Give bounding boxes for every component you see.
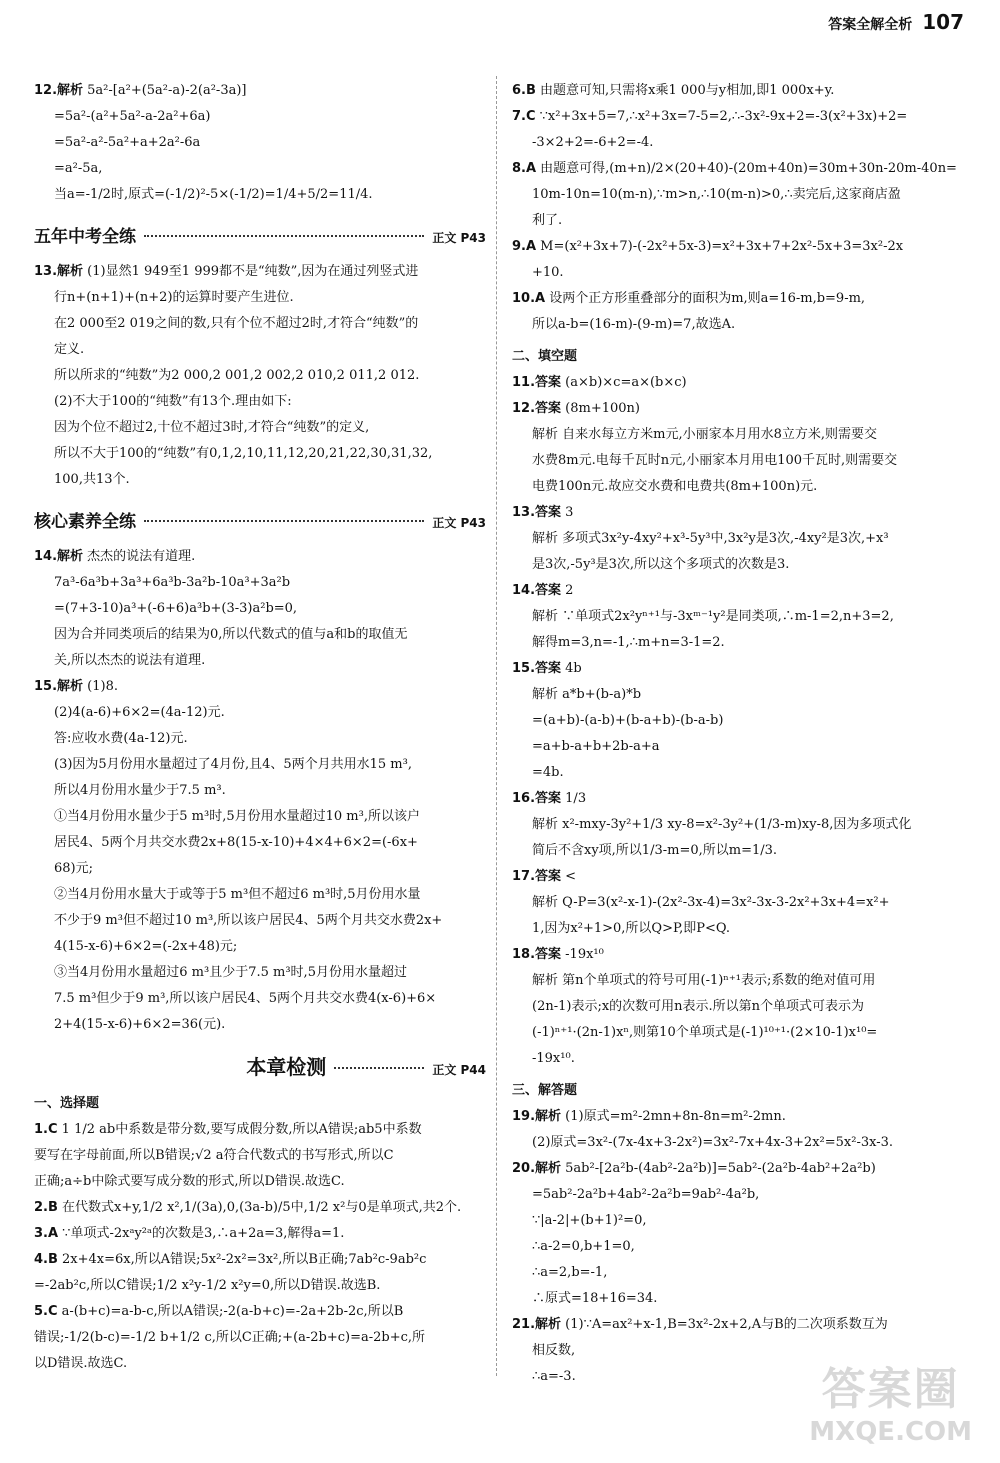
- dotted-leader: [334, 1067, 424, 1069]
- text-line: 10.A 设两个正方形重叠部分的面积为m,则a=16-m,b=9-m,: [512, 291, 866, 306]
- text-line: =5a²-a²-5a²+a+2a²-6a: [54, 135, 201, 150]
- text-line: 12.解析 5a²-[a²+(5a²-a)-2(a²-3a)]: [34, 83, 247, 98]
- question-label: 18.答案: [512, 947, 562, 962]
- text-line: 14.解析 杰杰的说法有道理.: [34, 549, 196, 564]
- text-line: 16.答案 1/3: [512, 791, 587, 806]
- text-line: ∴a=-3.: [532, 1369, 576, 1384]
- text-line: 7.5 m³但少于9 m³,所以该户居民4、5两个月共交水费4(x-6)+6×: [54, 991, 437, 1006]
- watermark-url: MXQE.COM: [809, 1417, 972, 1447]
- dotted-leader: [144, 520, 424, 522]
- text-line: 17.答案 <: [512, 869, 577, 884]
- text-line: 8.A 由题意可得,(m+n)/2×(20+40)-(20m+40n)=30m+30n-20m-40n=: [512, 161, 957, 176]
- question-label: 14.解析: [34, 549, 84, 564]
- section-page-ref: 正文 P43: [432, 231, 486, 245]
- text-line: 15.答案 4b: [512, 661, 582, 676]
- section-heading: [34, 224, 486, 251]
- question-label: 8.A: [512, 161, 537, 176]
- text-line: 1,因为x²+1>0,所以Q>P,即P<Q.: [532, 921, 730, 936]
- text-line: 13.解析 (1)显然1 949至1 999都不是“纯数”,因为在通过列竖式进: [34, 264, 419, 279]
- text-line: (2)不大于100的“纯数”有13个.理由如下:: [54, 394, 292, 409]
- text-line: 5.C a-(b+c)=a-b-c,所以A错误;-2(a-b+c)=-2a+2b-2c,所以B: [34, 1304, 404, 1319]
- column-divider: [496, 76, 497, 1376]
- text-line: ②当4月份用水量大于或等于5 m³但不超过6 m³时,5月份用水量: [54, 887, 421, 902]
- text-line: 4(15-x-6)+6×2=(-2x+48)元;: [54, 939, 238, 954]
- question-label: 11.答案: [512, 375, 562, 390]
- text-line: 正确;a÷b中除式要写成分数的形式,所以D错误.故选C.: [34, 1174, 345, 1189]
- text-line: 解析 ∵单项式2x²yⁿ⁺¹与-3xᵐ⁻¹y²是同类项,∴m-1=2,n+3=2,: [532, 609, 894, 624]
- text-line: =a²-5a,: [54, 161, 103, 176]
- text-line: 11.答案 (a×b)×c=a×(b×c): [512, 375, 687, 390]
- question-label: 1.C: [34, 1122, 58, 1137]
- question-label: 20.解析: [512, 1161, 562, 1176]
- text-line: 以D错误.故选C.: [34, 1356, 128, 1371]
- text-line: ③当4月份用水量超过6 m³且少于7.5 m³时,5月份用水量超过: [54, 965, 407, 980]
- text-line: 居民4、5两个月共交水费2x+8(15-x-10)+4×4+6×2=(-6x+: [54, 835, 418, 850]
- section-title: 五年中考全练: [34, 227, 136, 247]
- text-line: 6.B 由题意可知,只需将x乘1 000与y相加,即1 000x+y.: [512, 83, 835, 98]
- question-label: 14.答案: [512, 583, 562, 598]
- page-header: [828, 10, 964, 34]
- text-line: 19.解析 (1)原式=m²-2mn+8n-8n=m²-2mn.: [512, 1109, 786, 1124]
- text-line: 关,所以杰杰的说法有道理.: [54, 653, 206, 668]
- text-line: (3)因为5月份用水量超过了4月份,且4、5两个月共用水15 m³,: [54, 757, 412, 772]
- subsection-heading: 三、解答题: [512, 1083, 578, 1098]
- text-line: =5ab²-2a²b+4ab²-2a²b=9ab²-4a²b,: [532, 1187, 760, 1202]
- header-title: 答案全解全析: [828, 17, 913, 33]
- text-line: 14.答案 2: [512, 583, 574, 598]
- question-label: 4.B: [34, 1252, 58, 1267]
- question-label: 13.解析: [34, 264, 84, 279]
- subsection-heading: 一、选择题: [34, 1096, 100, 1111]
- text-line: 因为合并同类项后的结果为0,所以代数式的值与a和b的取值无: [54, 627, 408, 642]
- text-line: 7.C ∵x²+3x+5=7,∴x²+3x=7-5=2,∴-3x²-9x+2=-3(x²+3x)+2=: [512, 109, 908, 124]
- text-line: 简后不含xy项,所以1/3-m=0,所以m=1/3.: [532, 843, 778, 858]
- text-line: 4.B 2x+4x=6x,所以A错误;5x²-2x²=3x²,所以B正确;7ab²c-9ab²c: [34, 1252, 427, 1267]
- text-line: 答:应收水费(4a-12)元.: [54, 731, 188, 746]
- question-label: 2.B: [34, 1200, 58, 1215]
- text-line: =(7+3-10)a³+(-6+6)a³b+(3-3)a²b=0,: [54, 601, 298, 616]
- page-number: 107: [922, 10, 964, 34]
- text-line: 2+4(15-x-6)+6×2=36(元).: [54, 1017, 226, 1032]
- question-label: 12.解析: [34, 83, 84, 98]
- question-label: 6.B: [512, 83, 536, 98]
- question-label: 13.答案: [512, 505, 562, 520]
- dotted-leader: [144, 235, 424, 237]
- text-line: 是3次,-5y³是3次,所以这个多项式的次数是3.: [532, 557, 790, 572]
- left-column: [34, 78, 486, 1377]
- watermark: [809, 1353, 972, 1447]
- text-line: 错误;-1/2(b-c)=-1/2 b+1/2 c,所以C正确;+(a-2b+c)=a-2b+c,所: [34, 1330, 426, 1345]
- section-heading: [34, 1054, 486, 1083]
- text-line: ①当4月份用水量少于5 m³时,5月份用水量超过10 m³,所以该户: [54, 809, 420, 824]
- text-line: 2.B 在代数式x+y,1/2 x²,1/(3a),0,(3a-b)/5中,1/2 x²与0是单项式,共2个.: [34, 1200, 462, 1215]
- text-line: 要写在字母前面,所以B错误;√2 a符合代数式的书写形式,所以C: [34, 1148, 394, 1163]
- question-label: 19.解析: [512, 1109, 562, 1124]
- text-line: 因为个位不超过2,十位不超过3时,才符合“纯数”的定义,: [54, 420, 370, 435]
- question-label: 5.C: [34, 1304, 58, 1319]
- text-line: 21.解析 (1)∵A=ax²+x-1,B=3x²-2x+2,A与B的二次项系数互为: [512, 1317, 888, 1332]
- text-line: 行n+(n+1)+(n+2)的运算时要产生进位.: [54, 290, 294, 305]
- text-line: 解析 x²-mxy-3y²+1/3 xy-8=x²-3y²+(1/3-m)xy-8,因为多项式化: [532, 817, 912, 832]
- text-line: 不少于9 m³但不超过10 m³,所以该户居民4、5两个月共交水费2x+: [54, 913, 443, 928]
- subsection-heading: 二、填空题: [512, 349, 578, 364]
- text-line: ∵|a-2|+(b+1)²=0,: [532, 1213, 647, 1228]
- section-title: 核心素养全练: [34, 512, 136, 532]
- section-page-ref: 正文 P44: [432, 1063, 486, 1077]
- right-column: [512, 78, 964, 1390]
- watermark-logo: 答案圈: [821, 1364, 960, 1415]
- text-line: =-2ab²c,所以C错误;1/2 x²y-1/2 x²y=0,所以D错误.故选B.: [34, 1278, 381, 1293]
- text-line: 1.C 1 1/2 ab中系数是带分数,要写成假分数,所以A错误;ab5中系数: [34, 1122, 422, 1137]
- question-label: 17.答案: [512, 869, 562, 884]
- text-line: 7a³-6a³b+3a³+6a³b-3a²b-10a³+3a²b: [54, 575, 291, 590]
- text-line: 所以4月份用水量少于7.5 m³.: [54, 783, 226, 798]
- text-line: =(a+b)-(a-b)+(b-a+b)-(b-a-b): [532, 713, 724, 728]
- text-line: 解析 多项式3x²y-4xy²+x³-5y³中,3x²y是3次,-4xy²是3次,+x³: [532, 531, 889, 546]
- text-line: 15.解析 (1)8.: [34, 679, 118, 694]
- text-line: 相反数,: [532, 1343, 576, 1358]
- text-line: 解析 a*b+(b-a)*b: [532, 687, 642, 702]
- text-line: 18.答案 -19x¹⁰: [512, 947, 604, 962]
- text-line: 68)元;: [54, 861, 93, 876]
- text-line: 所以不大于100的“纯数”有0,1,2,10,11,12,20,21,22,30,31,32,: [54, 446, 433, 461]
- text-line: 利了.: [532, 213, 563, 228]
- text-line: -19x¹⁰.: [532, 1051, 575, 1066]
- text-line: =4b.: [532, 765, 564, 780]
- text-line: 解析 第n个单项式的符号可用(-1)ⁿ⁺¹表示;系数的绝对值可用: [532, 973, 876, 988]
- text-line: ∴a=2,b=-1,: [532, 1265, 608, 1280]
- text-line: 解析 自来水每立方米m元,小丽家本月用水8立方米,则需要交: [532, 427, 877, 442]
- text-line: =5a²-(a²+5a²-a-2a²+6a): [54, 109, 211, 124]
- text-line: 当a=-1/2时,原式=(-1/2)²-5×(-1/2)=1/4+5/2=11/4.: [54, 187, 373, 202]
- text-line: 所以a-b=(16-m)-(9-m)=7,故选A.: [532, 317, 736, 332]
- text-line: (2)4(a-6)+6×2=(4a-12)元.: [54, 705, 225, 720]
- question-label: 12.答案: [512, 401, 562, 416]
- section-page-ref: 正文 P43: [432, 516, 486, 530]
- text-line: 10m-10n=10(m-n),∵m>n,∴10(m-n)>0,∴卖完后,这家商店盈: [532, 187, 901, 202]
- text-line: 3.A ∵单项式-2xᵃy²ᵃ的次数是3,∴a+2a=3,解得a=1.: [34, 1226, 345, 1241]
- text-line: ∴a-2=0,b+1=0,: [532, 1239, 635, 1254]
- text-line: (2n-1)表示;x的次数可用n表示.所以第n个单项式可表示为: [532, 999, 865, 1014]
- text-line: (-1)ⁿ⁺¹·(2n-1)xⁿ,则第10个单项式是(-1)¹⁰⁺¹·(2×10-1)x¹⁰=: [532, 1025, 878, 1040]
- text-line: 20.解析 5ab²-[2a²b-(4ab²-2a²b)]=5ab²-(2a²b-4ab²+2a²b): [512, 1161, 876, 1176]
- section-heading: [34, 509, 486, 536]
- text-line: =a+b-a+b+2b-a+a: [532, 739, 660, 754]
- text-line: (2)原式=3x²-(7x-4x+3-2x²)=3x²-7x+4x-3+2x²=5x²-3x-3.: [532, 1135, 894, 1150]
- question-label: 16.答案: [512, 791, 562, 806]
- section-title: 本章检测: [246, 1055, 327, 1079]
- text-line: 所以所求的“纯数”为2 000,2 001,2 002,2 010,2 011,2 012.: [54, 368, 420, 383]
- question-label: 3.A: [34, 1226, 59, 1241]
- text-line: 定义.: [54, 342, 85, 357]
- text-line: 在2 000至2 019之间的数,只有个位不超过2时,才符合“纯数”的: [54, 316, 419, 331]
- question-label: 21.解析: [512, 1317, 562, 1332]
- question-label: 9.A: [512, 239, 537, 254]
- text-line: 9.A M=(x²+3x+7)-(-2x²+5x-3)=x²+3x+7+2x²-5x+3=3x²-2x: [512, 239, 904, 254]
- question-label: 10.A: [512, 291, 546, 306]
- question-label: 15.答案: [512, 661, 562, 676]
- question-label: 7.C: [512, 109, 536, 124]
- text-line: 解析 Q-P=3(x²-x-1)-(2x²-3x-4)=3x²-3x-3-2x²+3x+4=x²+: [532, 895, 890, 910]
- text-line: 水费8m元.电每千瓦时n元,小丽家本月用电100千瓦时,则需要交: [532, 453, 898, 468]
- text-line: 100,共13个.: [54, 472, 130, 487]
- text-line: +10.: [532, 265, 564, 280]
- text-line: 13.答案 3: [512, 505, 574, 520]
- text-line: 电费100n元.故应交水费和电费共(8m+100n)元.: [532, 479, 818, 494]
- text-line: ∴原式=18+16=34.: [532, 1291, 658, 1306]
- text-line: -3×2+2=-6+2=-4.: [532, 135, 654, 150]
- text-line: 解得m=3,n=-1,∴m+n=3-1=2.: [532, 635, 725, 650]
- question-label: 15.解析: [34, 679, 84, 694]
- text-line: 12.答案 (8m+100n): [512, 401, 640, 416]
